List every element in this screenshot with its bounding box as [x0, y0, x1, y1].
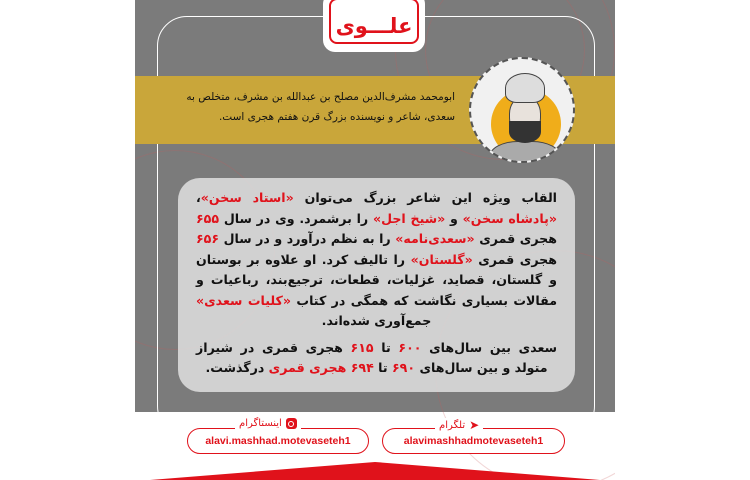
highlight-text: «کلیات سعدی»	[196, 292, 291, 308]
post-card	[135, 0, 615, 480]
highlight-text: ۶۱۵	[350, 339, 374, 355]
highlight-text: «استاد سخن»	[200, 190, 294, 205]
highlight-text: ۶۵۵	[196, 210, 220, 226]
telegram-label	[435, 418, 483, 432]
highlight-text: «شیخ اجل»	[372, 210, 446, 226]
body-text: تا	[373, 360, 392, 375]
paragraph	[196, 338, 557, 379]
body-text: درگذشت.	[205, 360, 269, 375]
body-text: را برشمرد. وی در سال	[219, 210, 373, 226]
body-text: تا	[373, 339, 399, 355]
body-text: هجری قمری	[472, 251, 557, 267]
instagram-handle[interactable]	[187, 428, 369, 454]
telegram-label-text: تلگرام	[439, 419, 466, 431]
instagram-handle-text: alavi.mashhad.motevaseteh1	[205, 435, 351, 447]
paragraph	[196, 188, 557, 332]
highlight-text: ۶۹۴ هجری قمری	[268, 360, 374, 375]
content-box	[178, 178, 575, 392]
highlight-text: «گلستان»	[410, 251, 473, 267]
highlight-text: «پادشاه سخن»	[462, 210, 557, 226]
body-text: سعدی بین سال‌های	[421, 339, 557, 355]
body-text: را به نظم درآورد و در سال	[219, 231, 396, 246]
body-text: و	[445, 210, 463, 226]
portrait-image	[469, 57, 575, 163]
body-text: ،	[196, 190, 201, 205]
telegram-handle-text: alavimashhadmotevaseteh1	[403, 435, 544, 447]
body-text: را تالیف کرد. او علاوه بر بوستان و گلستان، قصاید، غزلیات، قطعات، ترجیع‌بند، رباعیات و مقالات بسیاری نگاشت که همگی در کتاب	[196, 251, 557, 308]
logo	[325, 0, 423, 50]
highlight-text: «سعدی‌نامه»	[395, 231, 475, 246]
highlight-text: ۶۹۰	[392, 360, 416, 375]
highlight-text: ۶۵۶	[196, 231, 220, 246]
body-text: هجری قمری	[474, 231, 557, 246]
telegram-icon: ➤	[469, 418, 480, 432]
intro-text: ابومحمد مشرف‌الدین مصلح بن عبدالله بن مشرف، متخلص به سعدی، شاعر و نویسنده بزرگ قرن هفتم هجری است.	[186, 91, 455, 123]
body-text: هجری قمری در شیراز متولد و بین سال‌های	[196, 339, 548, 375]
footer-decoration	[135, 462, 615, 480]
instagram-label	[235, 418, 301, 429]
instagram-icon	[286, 418, 297, 429]
instagram-label-text: اینستاگرام	[239, 418, 282, 429]
body-text: جمع‌آوری شده‌اند.	[321, 313, 432, 328]
body-text: القاب ویژه این شاعر بزرگ می‌توان	[293, 190, 558, 205]
logo-text: علـــوی	[335, 14, 413, 38]
highlight-text: ۶۰۰	[398, 339, 422, 355]
